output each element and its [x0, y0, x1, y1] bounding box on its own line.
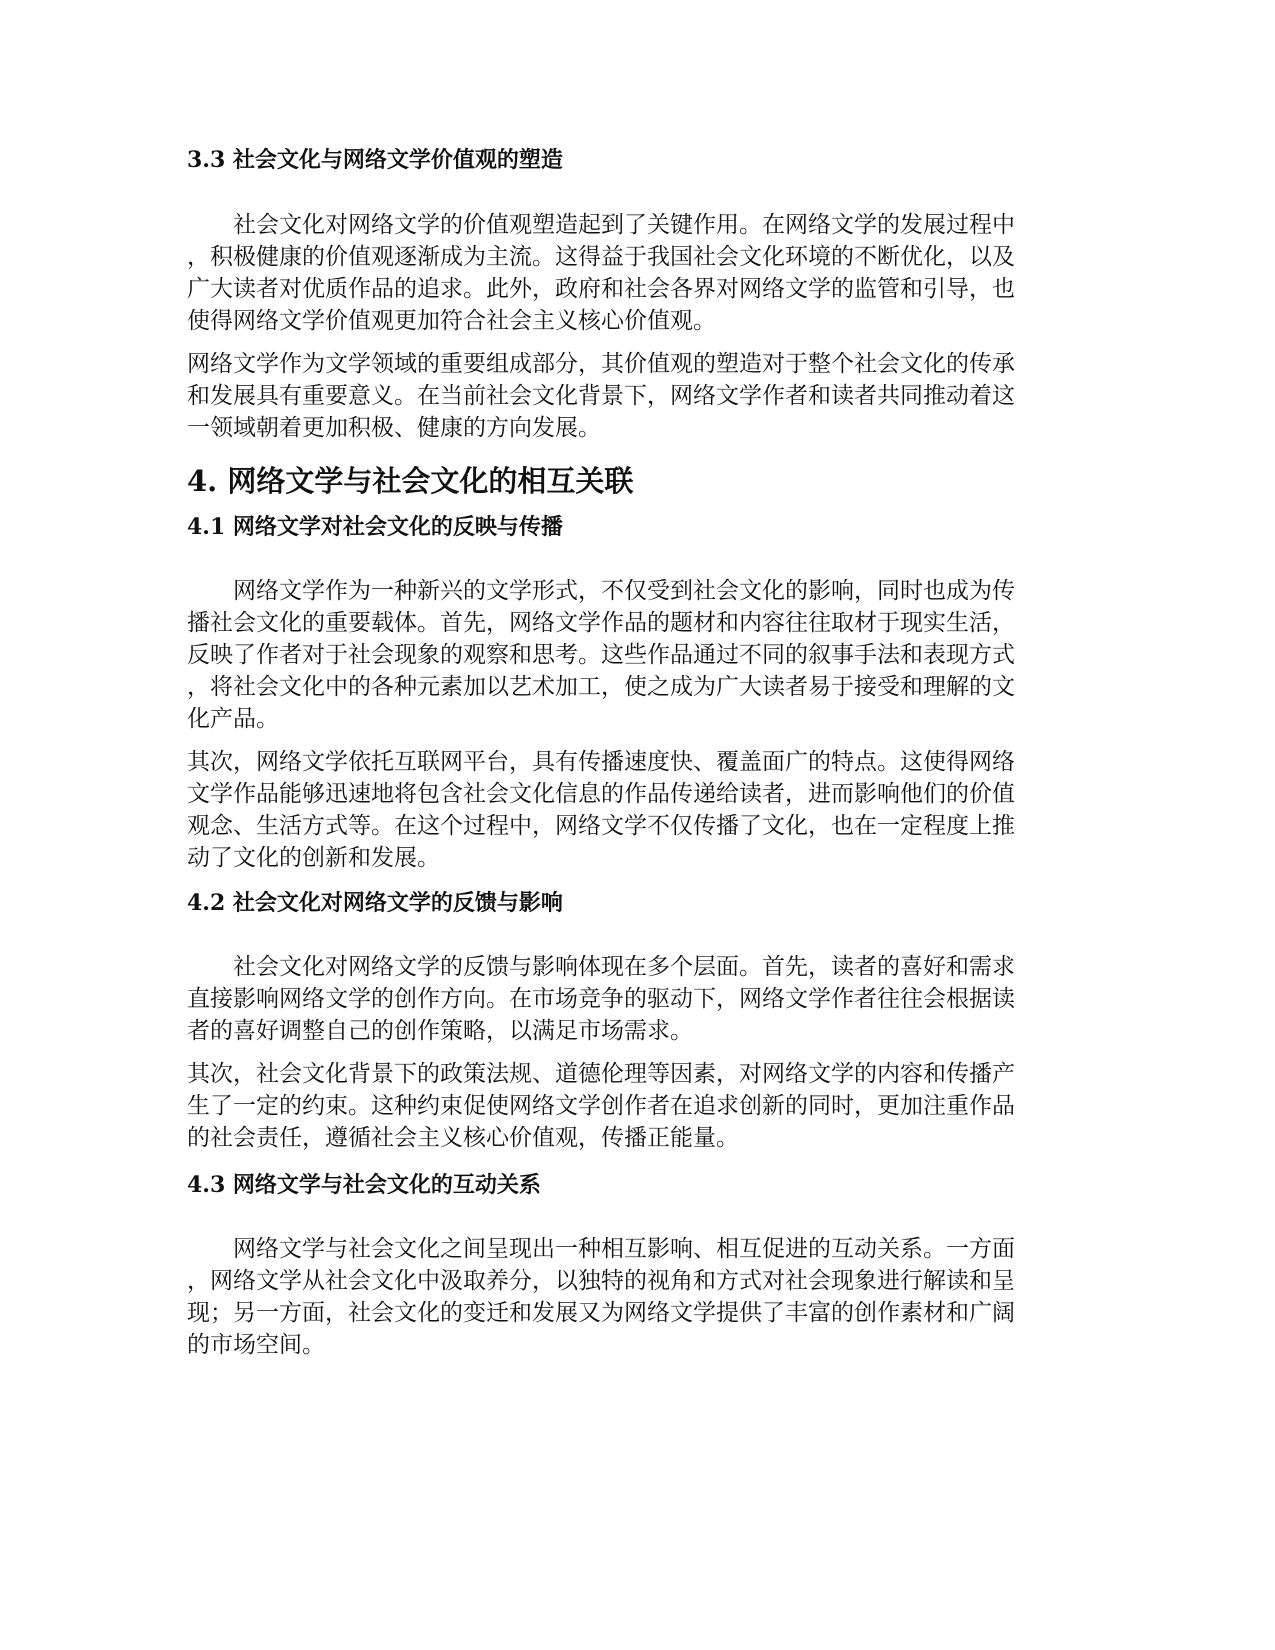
section-4-heading: 4. 网络文学与社会文化的相互关联 — [187, 464, 634, 498]
section-4-1-heading: 4.1 网络文学对社会文化的反映与传播 — [187, 514, 563, 540]
text-line: 动了文化的创新和发展。 — [187, 845, 440, 871]
text-line: 直接影响网络文学的创作方向。在市场竞争的驱动下，网络文学作者往往会根据读 — [187, 986, 1015, 1012]
text-line: 者的喜好调整自己的创作策略，以满足市场需求。 — [187, 1018, 693, 1044]
text-line: 反映了作者对于社会现象的观察和思考。这些作品通过不同的叙事手法和表现方式 — [187, 642, 1015, 668]
text-line: 的社会责任，遵循社会主义核心价值观，传播正能量。 — [187, 1125, 739, 1151]
section-3-3-paragraph-1 — [187, 209, 1087, 337]
section-4-2-paragraph-2 — [187, 1058, 1087, 1154]
text-line: ，积极健康的价值观逐渐成为主流。这得益于我国社会文化环境的不断优化，以及 — [187, 244, 1015, 270]
text-line: 生了一定的约束。这种约束促使网络文学创作者在追求创新的同时，更加注重作品 — [187, 1093, 1015, 1119]
section-4-3-heading: 4.3 网络文学与社会文化的互动关系 — [187, 1172, 541, 1198]
text-line: 社会文化对网络文学的反馈与影响体现在多个层面。首先，读者的喜好和需求 — [187, 954, 1015, 980]
text-line: 其次，网络文学依托互联网平台，具有传播速度快、覆盖面广的特点。这使得网络 — [187, 749, 1015, 775]
text-line: 的市场空间。 — [187, 1332, 325, 1358]
text-line: 化产品。 — [187, 706, 279, 732]
section-3-3-heading: 3.3 社会文化与网络文学价值观的塑造 — [187, 147, 563, 173]
text-line: 使得网络文学价值观更加符合社会主义核心价值观。 — [187, 308, 716, 334]
section-4-1-paragraph-1 — [187, 575, 1087, 735]
text-line: 观念、生活方式等。在这个过程中，网络文学不仅传播了文化，也在一定程度上推 — [187, 813, 1015, 839]
section-4-1-paragraph-2 — [187, 746, 1087, 874]
text-line: 和发展具有重要意义。在当前社会文化背景下，网络文学作者和读者共同推动着这 — [187, 383, 1015, 409]
text-line: 其次，社会文化背景下的政策法规、道德伦理等因素，对网络文学的内容和传播产 — [187, 1061, 1015, 1087]
text-line: ，网络文学从社会文化中汲取养分，以独特的视角和方式对社会现象进行解读和呈 — [187, 1268, 1015, 1294]
text-line: 文学作品能够迅速地将包含社会文化信息的作品传递给读者，进而影响他们的价值 — [187, 781, 1015, 807]
text-line: 广大读者对优质作品的追求。此外，政府和社会各界对网络文学的监管和引导，也 — [187, 276, 1015, 302]
section-4-2-heading: 4.2 社会文化对网络文学的反馈与影响 — [187, 890, 563, 916]
text-line: 网络文学作为文学领域的重要组成部分，其价值观的塑造对于整个社会文化的传承 — [187, 351, 1015, 377]
text-line: 现；另一方面，社会文化的变迁和发展又为网络文学提供了丰富的创作素材和广阔 — [187, 1300, 1015, 1326]
section-3-3-paragraph-2 — [187, 348, 1087, 444]
text-line: 网络文学作为一种新兴的文学形式，不仅受到社会文化的影响，同时也成为传 — [187, 578, 1015, 604]
section-4-3-paragraph-1 — [187, 1233, 1087, 1361]
text-line: ，将社会文化中的各种元素加以艺术加工，使之成为广大读者易于接受和理解的文 — [187, 674, 1015, 700]
text-line: 一领域朝着更加积极、健康的方向发展。 — [187, 415, 601, 441]
section-4-2-paragraph-1 — [187, 951, 1087, 1047]
text-line: 播社会文化的重要载体。首先，网络文学作品的题材和内容往往取材于现实生活， — [187, 610, 1015, 636]
text-line: 网络文学与社会文化之间呈现出一种相互影响、相互促进的互动关系。一方面 — [187, 1236, 1015, 1262]
text-line: 社会文化对网络文学的价值观塑造起到了关键作用。在网络文学的发展过程中 — [187, 212, 1015, 238]
